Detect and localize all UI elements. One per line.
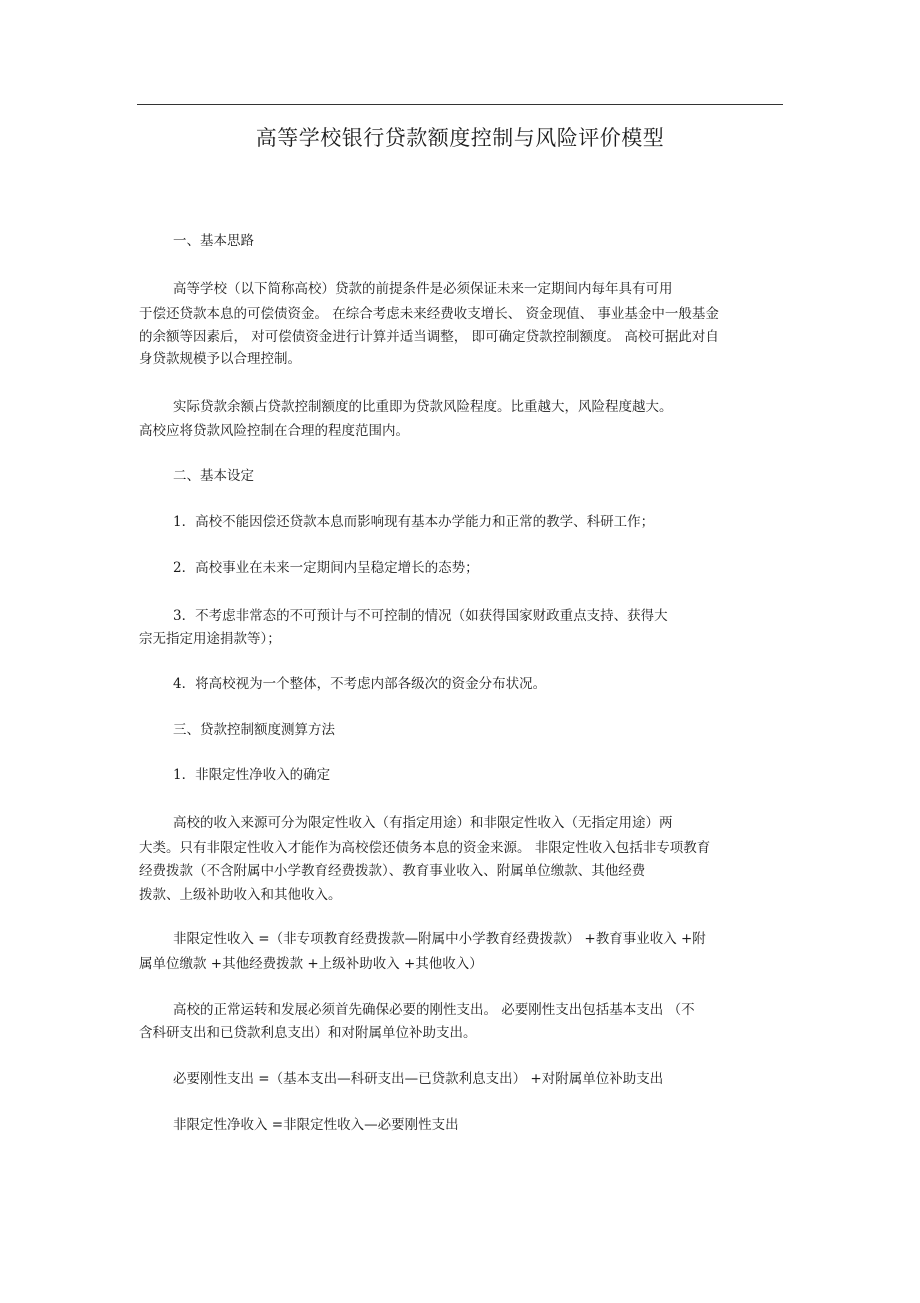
paragraph-line: 大类。只有非限定性收入才能作为高校偿还债务本息的资金来源。 非限定性收入包括非专项教育 — [139, 840, 711, 856]
paragraph-line: 于偿还贷款本息的可偿债资金。 在综合考虑未来经费收支增长、 资金现值、 事业基金中一般基金 — [139, 306, 719, 322]
paragraph-line: 高校的正常运转和发展必须首先确保必要的刚性支出。 必要刚性支出包括基本支出 （不 — [173, 1002, 695, 1018]
section-heading-1: 一、基本思路 — [173, 233, 254, 249]
paragraph-line: 实际贷款余额占贷款控制额度的比重即为贷款风险程度。比重越大，风险程度越大。 — [173, 399, 673, 415]
paragraph-line: 拨款、上级补助收入和其他收入。 — [139, 887, 342, 903]
paragraph-line: 高校的收入来源可分为限定性收入（有指定用途）和非限定性收入（无指定用途）两 — [173, 815, 673, 831]
paragraph-line: 身贷款规模予以合理控制。 — [139, 351, 301, 367]
formula-line: 属单位缴款 +其他经费拨款 +上级补助收入 +其他收入） — [139, 956, 483, 972]
list-item: 3．不考虑非常态的不可预计与不可控制的情况（如获得国家财政重点支持、获得大 — [173, 608, 668, 624]
formula-line: 非限定性净收入 =非限定性收入—必要刚性支出 — [173, 1117, 459, 1133]
header-rule — [137, 104, 783, 105]
list-item-continuation: 宗无指定用途捐款等）； — [139, 631, 281, 647]
paragraph-line: 含科研支出和已贷款利息支出）和对附属单位补助支出。 — [139, 1025, 477, 1041]
section-heading-3: 三、贷款控制额度测算方法 — [173, 722, 335, 738]
list-item: 1．高校不能因偿还贷款本息而影响现有基本办学能力和正常的教学、科研工作； — [173, 514, 655, 530]
paragraph-line: 经费拨款（不含附属中小学教育经费拨款）、教育事业收入、附属单位缴款、其他经费 — [139, 863, 646, 879]
paragraph-line: 高校应将贷款风险控制在合理的程度范围内。 — [139, 423, 409, 439]
paragraph-line: 高等学校（以下简称高校）贷款的前提条件是必须保证未来一定期间内每年具有可用 — [173, 281, 673, 297]
formula-line: 非限定性收入 =（非专项教育经费拨款—附属中小学教育经费拨款） +教育事业收入 +附 — [173, 931, 706, 947]
subsection-heading: 1．非限定性净收入的确定 — [173, 767, 331, 783]
formula-line: 必要刚性支出 =（基本支出—科研支出—已贷款利息支出） +对附属单位补助支出 — [173, 1071, 664, 1087]
document-title: 高等学校银行贷款额度控制与风险评价模型 — [255, 126, 665, 150]
section-heading-2: 二、基本设定 — [173, 468, 254, 484]
list-item: 4．将高校视为一个整体，不考虑内部各级次的资金分布状况。 — [173, 676, 547, 692]
list-item: 2．高校事业在未来一定期间内呈稳定增长的态势； — [173, 560, 479, 576]
paragraph-line: 的余额等因素后， 对可偿债资金进行计算并适当调整， 即可确定贷款控制额度。 高校可据此对自 — [139, 329, 719, 345]
